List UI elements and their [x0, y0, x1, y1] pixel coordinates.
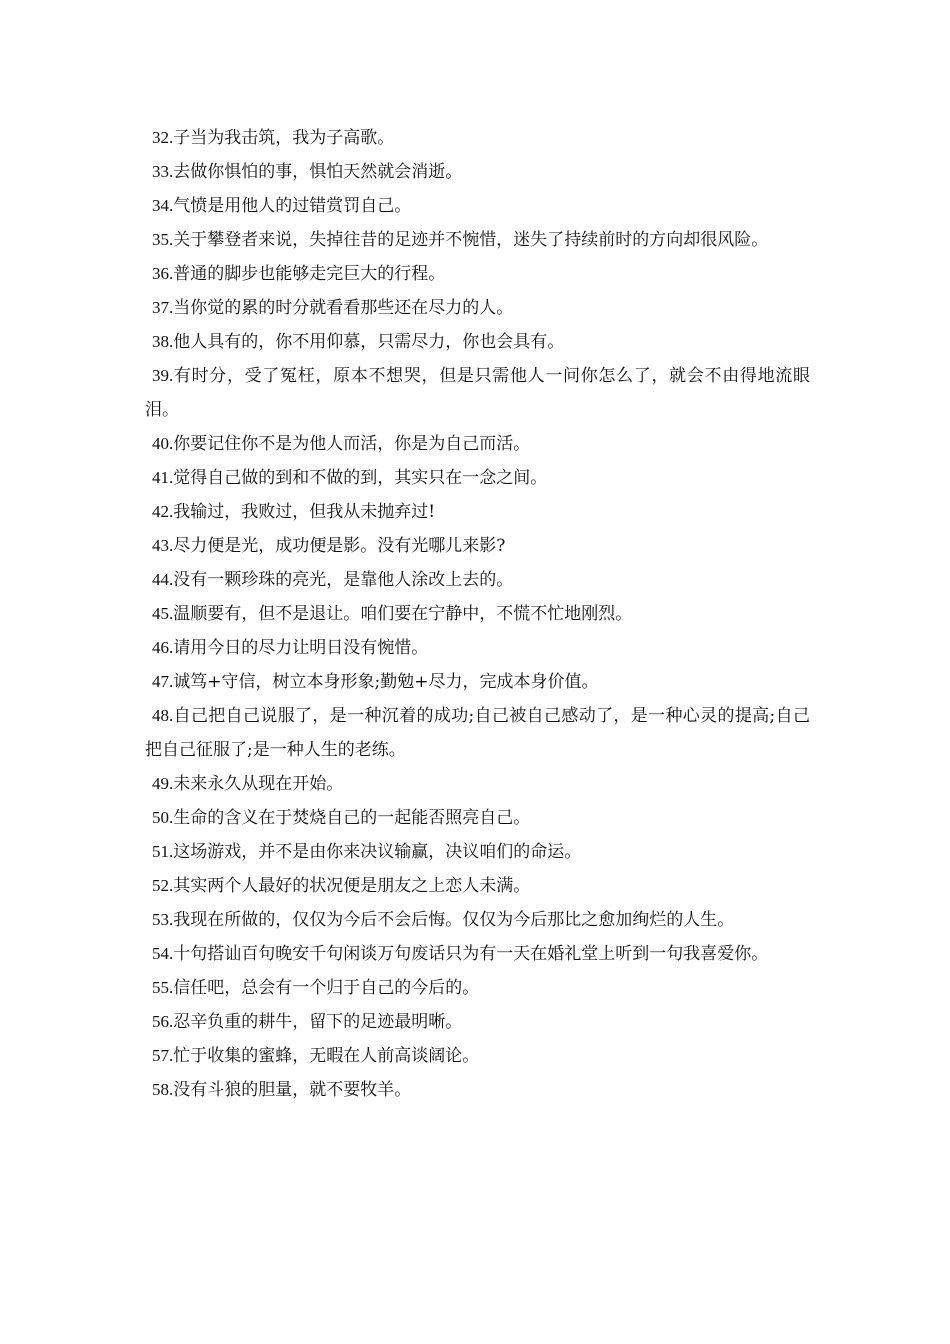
item-text: 十句搭讪百句晚安千句闲谈万句废话只为有一天在婚礼堂上听到一句我喜爱你。	[173, 944, 769, 964]
item-text: 生命的含义在于焚烧自己的一起能否照亮自己。	[173, 808, 531, 828]
item-number: 48.	[152, 706, 174, 725]
item-text: 普通的脚步也能够走完巨大的行程。	[173, 264, 446, 284]
list-item	[145, 597, 810, 631]
item-number: 40.	[152, 434, 174, 453]
item-text: 气愤是用他人的过错赏罚自己。	[173, 196, 412, 216]
item-number: 37.	[152, 298, 174, 317]
item-text: 尽力便是光，成功便是影。没有光哪儿来影?	[173, 536, 506, 556]
item-number: 47.	[152, 672, 174, 691]
item-number: 39.	[152, 366, 174, 385]
item-text: 去做你惧怕的事，惧怕天然就会消逝。	[173, 162, 463, 182]
list-item	[145, 699, 810, 767]
item-text: 觉得自己做的到和不做的到，其实只在一念之间。	[173, 468, 548, 488]
list-item	[145, 903, 810, 937]
item-text: 诚笃+守信，树立本身形象;勤勉+尽力，完成本身价值。	[173, 672, 599, 692]
item-number: 57.	[152, 1046, 174, 1065]
item-text: 有时分，受了冤枉，原本不想哭，但是只需他人一问你怎么了，就会不由得地流眼泪。	[145, 366, 810, 420]
list-item	[145, 767, 810, 801]
list-item	[145, 291, 810, 325]
item-text: 我输过，我败过，但我从未抛弃过!	[173, 502, 436, 522]
item-text: 关于攀登者来说，失掉往昔的足迹并不惋惜，迷失了持续前时的方向却很风险。	[173, 230, 769, 250]
item-text: 这场游戏，并不是由你来决议输赢，决议咱们的命运。	[173, 842, 582, 862]
list-item	[145, 869, 810, 903]
document-body	[145, 121, 810, 1107]
list-item	[145, 121, 810, 155]
list-item	[145, 801, 810, 835]
list-item	[145, 495, 810, 529]
item-number: 41.	[152, 468, 174, 487]
list-item	[145, 937, 810, 971]
list-item	[145, 223, 810, 257]
list-item	[145, 631, 810, 665]
item-number: 44.	[152, 570, 174, 589]
item-number: 56.	[152, 1012, 174, 1031]
item-number: 54.	[152, 944, 174, 963]
item-number: 33.	[152, 162, 174, 181]
list-item	[145, 1073, 810, 1107]
list-item	[145, 359, 810, 427]
item-text: 当你觉的累的时分就看看那些还在尽力的人。	[173, 298, 514, 318]
list-item	[145, 325, 810, 359]
item-text: 自己把自己说服了，是一种沉着的成功;自己被自己感动了，是一种心灵的提高;自己把自己征服了;是一种人生的老练。	[145, 706, 810, 760]
item-number: 55.	[152, 978, 174, 997]
list-item	[145, 529, 810, 563]
item-number: 35.	[152, 230, 174, 249]
item-number: 52.	[152, 876, 174, 895]
item-number: 50.	[152, 808, 174, 827]
list-item	[145, 189, 810, 223]
list-item	[145, 1005, 810, 1039]
list-item	[145, 257, 810, 291]
item-number: 45.	[152, 604, 174, 623]
list-item	[145, 971, 810, 1005]
item-text: 子当为我击筑，我为子高歌。	[173, 128, 395, 148]
item-text: 忍辛负重的耕牛，留下的足迹最明晰。	[173, 1012, 463, 1032]
item-number: 49.	[152, 774, 174, 793]
item-text: 信任吧，总会有一个归于自己的今后的。	[173, 978, 480, 998]
list-item	[145, 835, 810, 869]
list-item	[145, 563, 810, 597]
item-number: 34.	[152, 196, 174, 215]
item-number: 36.	[152, 264, 174, 283]
item-number: 42.	[152, 502, 174, 521]
list-item	[145, 665, 810, 699]
item-number: 58.	[152, 1080, 174, 1099]
item-number: 46.	[152, 638, 174, 657]
item-number: 51.	[152, 842, 174, 861]
list-item	[145, 1039, 810, 1073]
list-item	[145, 461, 810, 495]
item-text: 我现在所做的，仅仅为今后不会后悔。仅仅为今后那比之愈加绚烂的人生。	[173, 910, 735, 930]
list-item	[145, 155, 810, 189]
item-number: 32.	[152, 128, 174, 147]
item-text: 温顺要有，但不是退让。咱们要在宁静中，不慌不忙地刚烈。	[173, 604, 633, 624]
item-text: 请用今日的尽力让明日没有惋惜。	[173, 638, 429, 658]
item-text: 其实两个人最好的状况便是朋友之上恋人未满。	[173, 876, 531, 896]
item-number: 53.	[152, 910, 174, 929]
item-text: 你要记住你不是为他人而活，你是为自己而活。	[173, 434, 531, 454]
item-number: 43.	[152, 536, 174, 555]
item-text: 他人具有的，你不用仰慕，只需尽力，你也会具有。	[173, 332, 565, 352]
item-text: 忙于收集的蜜蜂，无暇在人前高谈阔论。	[173, 1046, 480, 1066]
item-number: 38.	[152, 332, 174, 351]
list-item	[145, 427, 810, 461]
item-text: 没有斗狼的胆量，就不要牧羊。	[173, 1080, 412, 1100]
item-text: 没有一颗珍珠的亮光，是靠他人涂改上去的。	[173, 570, 514, 590]
item-text: 未来永久从现在开始。	[173, 774, 344, 794]
